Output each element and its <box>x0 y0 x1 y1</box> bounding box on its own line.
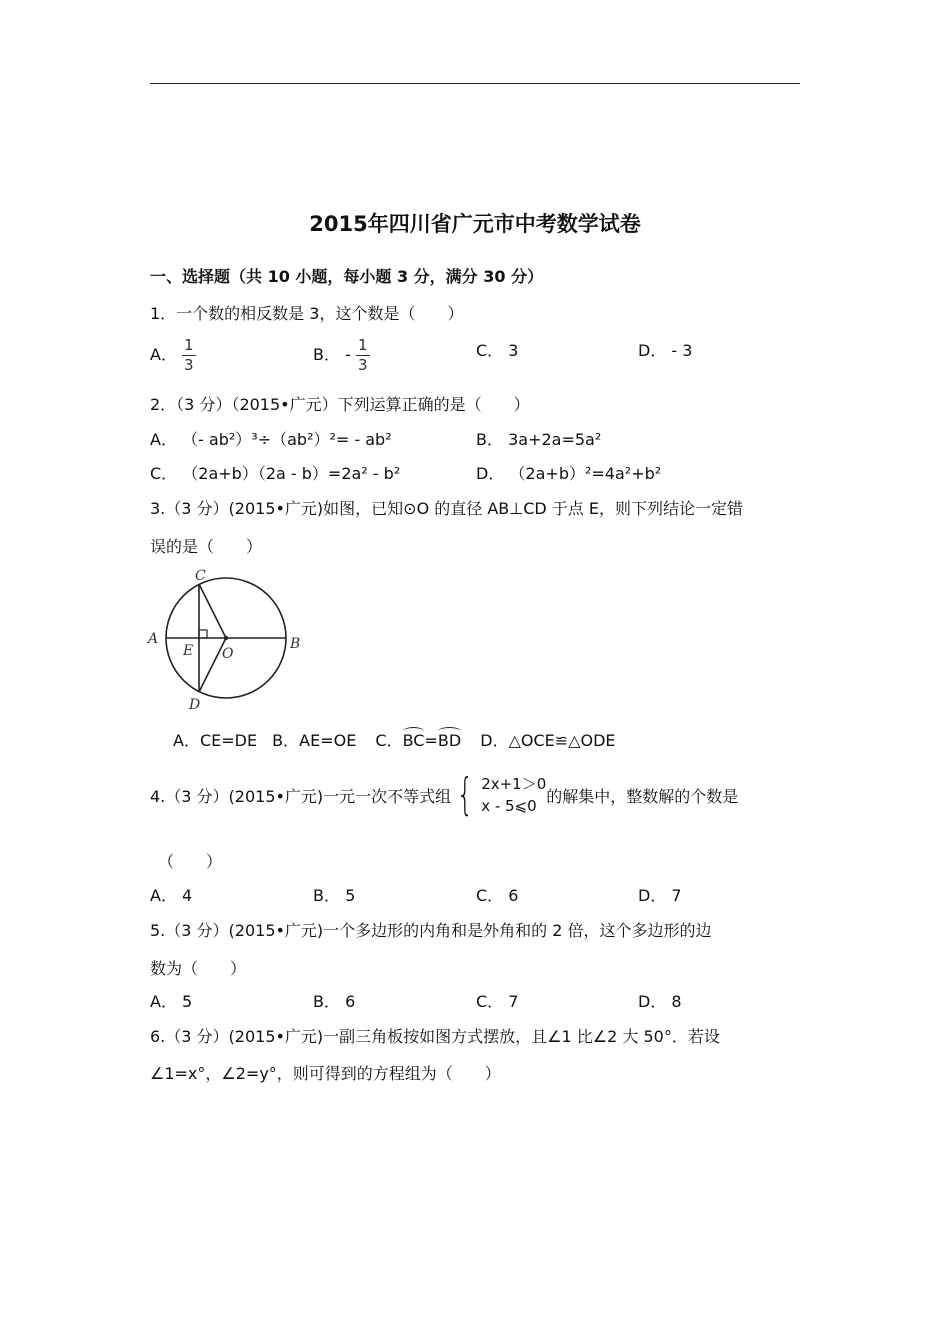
q2-d-label: D． <box>476 464 505 483</box>
q4-option-c <box>476 883 518 906</box>
circle-figure <box>145 564 310 714</box>
q1-b-label: B． <box>313 345 340 364</box>
q3-options <box>173 727 616 751</box>
q5-a-value: 5 <box>182 992 193 1011</box>
q2-a-value: （- ab²）³÷（ab²）²= - ab² <box>182 430 392 449</box>
q1-a-label: A． <box>150 345 177 364</box>
arc-bd: BD <box>438 727 461 750</box>
q3-c-eq: = <box>424 731 438 750</box>
q1-a-denominator: 3 <box>184 356 194 374</box>
q4-stem-post: 的解集中，整数解的个数是 <box>546 786 739 806</box>
q4-b-value: 5 <box>345 886 356 905</box>
q4-option-a <box>150 883 192 906</box>
inequality-system <box>451 769 547 820</box>
q2-a-label: A． <box>150 430 177 449</box>
q4-stem <box>150 769 739 820</box>
q2-option-b <box>476 427 601 450</box>
q1-d-value: - 3 <box>671 341 693 360</box>
q1-option-a <box>150 338 196 373</box>
q6-stem-line2: ∠1=x°，∠2=y°，则可得到的方程组为（ ） <box>150 1064 501 1083</box>
q2-d-value: （2a+b）²=4a²+b² <box>509 464 662 483</box>
q1-c-value: 3 <box>508 341 519 360</box>
q3-c-label: C． <box>375 731 403 750</box>
q4-a-value: 4 <box>182 886 193 905</box>
label-c: C <box>195 568 206 584</box>
q5-option-b <box>313 989 355 1012</box>
q5-option-d <box>638 989 682 1012</box>
q4-a-label: A． <box>150 886 177 905</box>
inequality-1: 2x+1＞0 <box>481 775 547 793</box>
label-b: B <box>290 636 301 652</box>
q5-a-label: A． <box>150 992 177 1011</box>
q5-stem-line2: 数为（ ） <box>150 959 247 978</box>
label-e: E <box>183 643 194 659</box>
q1-b-numerator: 1 <box>357 336 368 354</box>
q1-b-sign: - <box>345 345 351 364</box>
q4-d-label: D． <box>638 886 667 905</box>
q2-option-d <box>476 461 661 484</box>
q1-a-fraction <box>182 338 196 373</box>
q6-stem-line1: 6.（3 分）(2015•广元)一副三角板按如图方式摆放，且∠1 比∠2 大 50°．若设 <box>150 1027 720 1046</box>
q1-option-b <box>313 338 370 373</box>
q2-option-c <box>150 461 400 484</box>
q4-stem-line2: （ ） <box>158 852 223 871</box>
q2-stem: 2．（3 分）（2015•广元）下列运算正确的是（ ） <box>150 395 530 414</box>
q1-a-numerator: 1 <box>184 336 194 354</box>
q1-option-c <box>476 338 518 361</box>
header-rule <box>150 83 800 84</box>
q4-option-b <box>313 883 355 906</box>
center-point <box>224 636 228 640</box>
label-a: A <box>148 631 159 647</box>
q5-stem-line1: 5.（3 分）(2015•广元)一个多边形的内角和是外角和的 2 倍，这个多边形的边 <box>150 921 712 940</box>
q1-stem: 1．一个数的相反数是 3，这个数是（ ） <box>150 304 464 323</box>
q4-option-d <box>638 883 682 906</box>
q1-option-d <box>638 338 692 361</box>
q5-c-value: 7 <box>508 992 519 1011</box>
q5-d-label: D． <box>638 992 667 1011</box>
q5-c-label: C． <box>476 992 504 1011</box>
label-d: D <box>189 697 201 713</box>
q3-option-d: D．△OCE≌△ODE <box>480 731 616 750</box>
q1-d-label: D． <box>638 341 667 360</box>
q2-c-value: （2a+b）（2a - b）=2a² - b² <box>182 464 401 483</box>
q5-d-value: 8 <box>671 992 682 1011</box>
q5-b-value: 6 <box>345 992 356 1011</box>
q2-c-label: C． <box>150 464 178 483</box>
arc-bc: BC <box>403 727 425 750</box>
section-heading: 一、选择题（共 10 小题，每小题 3 分，满分 30 分） <box>150 267 544 286</box>
q3-option-a: A．CE=DE <box>173 731 258 750</box>
label-o: O <box>222 646 234 662</box>
page-title: 2015年四川省广元市中考数学试卷 <box>309 212 641 236</box>
q2-b-value: 3a+2a=5a² <box>508 430 602 449</box>
inequality-2: x - 5⩽0 <box>481 797 537 815</box>
q4-stem-pre: 4.（3 分）(2015•广元)一元一次不等式组 <box>150 786 452 806</box>
right-angle-mark <box>199 630 207 638</box>
q4-b-label: B． <box>313 886 340 905</box>
q4-c-value: 6 <box>508 886 519 905</box>
q4-c-label: C． <box>476 886 504 905</box>
q4-d-value: 7 <box>671 886 682 905</box>
q5-b-label: B． <box>313 992 340 1011</box>
q3-stem-line1: 3.（3 分）(2015•广元)如图，已知⊙O 的直径 AB⊥CD 于点 E，则下列结论一定错 <box>150 499 743 518</box>
brace-icon: { <box>456 769 474 820</box>
q1-b-denominator: 3 <box>357 356 368 374</box>
q5-option-a <box>150 989 192 1012</box>
q2-b-label: B． <box>476 430 503 449</box>
q1-c-label: C． <box>476 341 504 360</box>
q1-b-fraction <box>356 338 370 373</box>
q3-option-b: B．AE=OE <box>272 731 357 750</box>
q2-option-a <box>150 427 392 450</box>
q5-option-c <box>476 989 518 1012</box>
q3-stem-line2: 误的是（ ） <box>150 537 263 556</box>
